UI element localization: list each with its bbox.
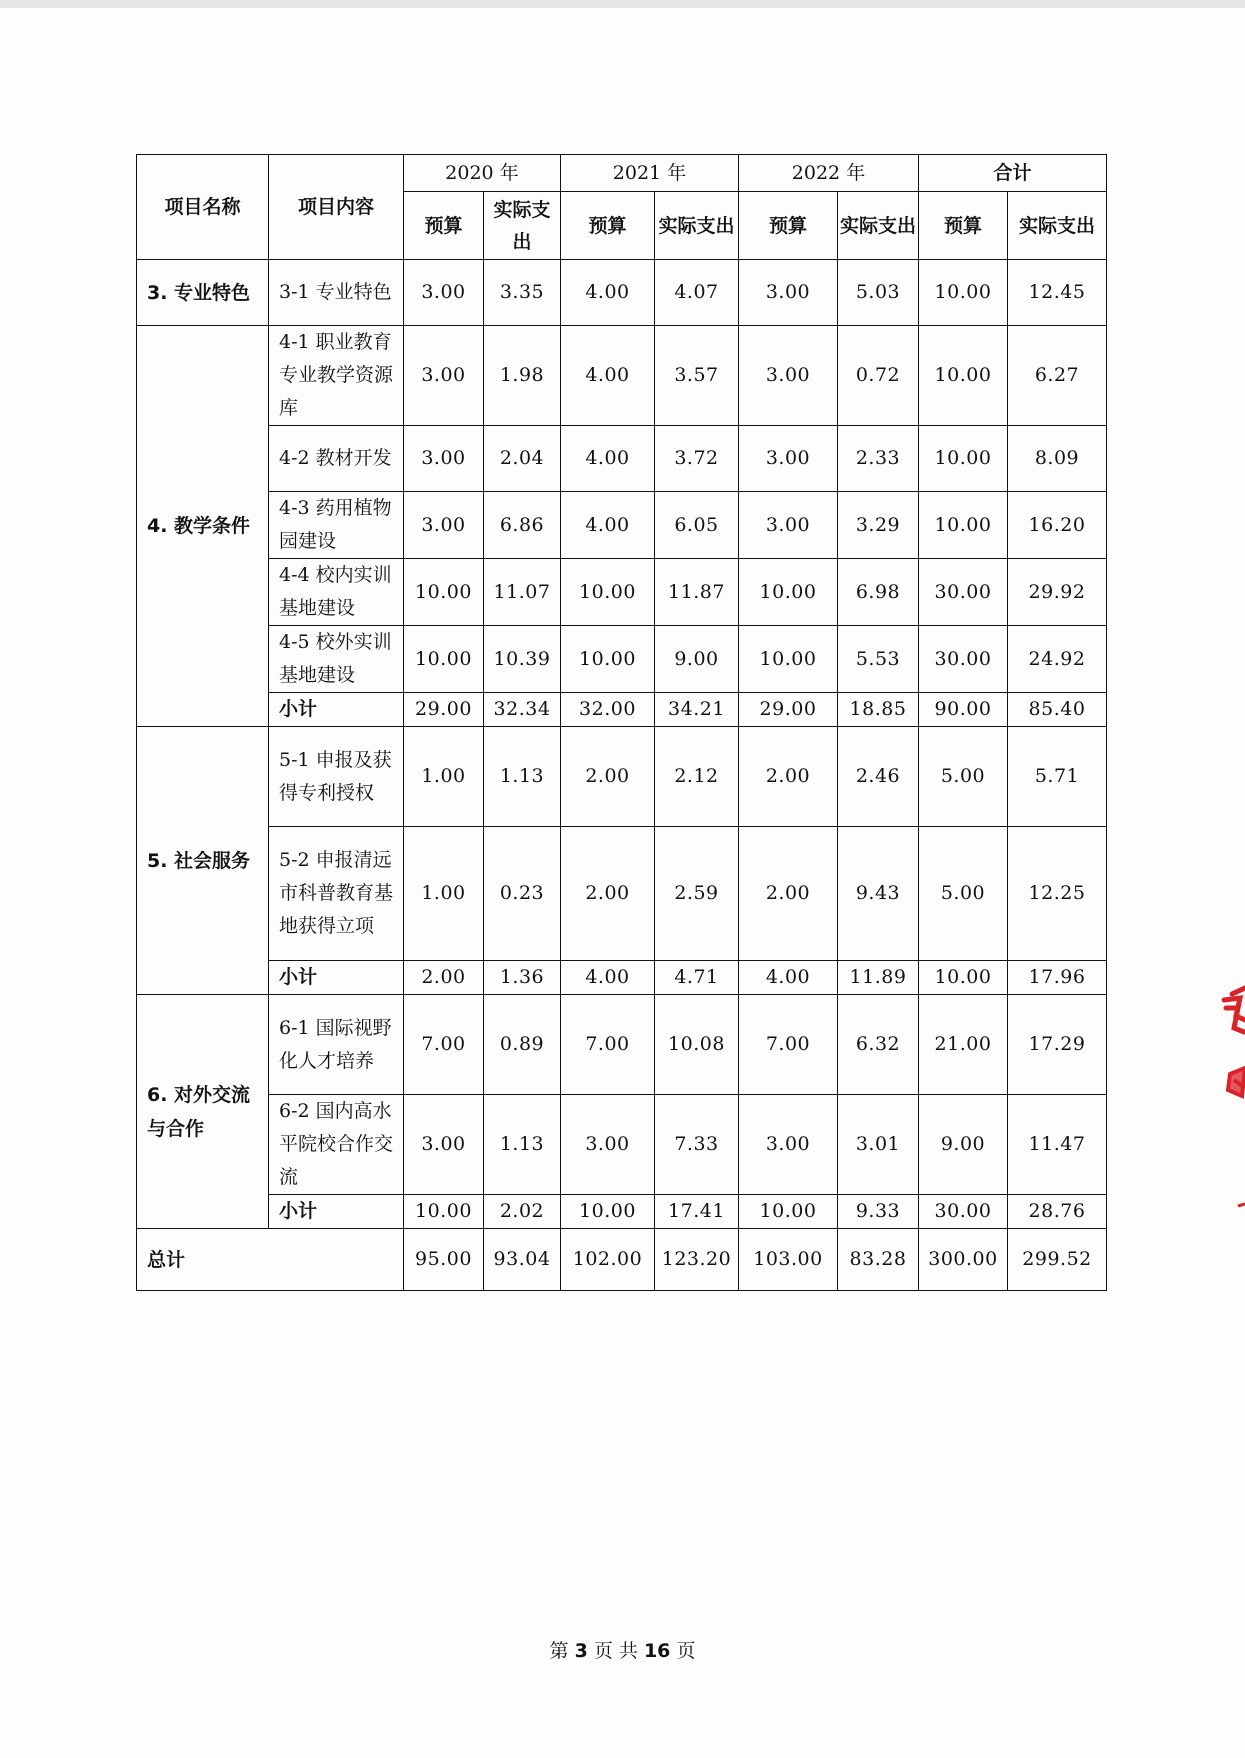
project-content-cell: 4-2 教材开发 [269,426,404,492]
table-row [137,326,1107,426]
table-row [137,492,1107,559]
project-name-cell: 3. 专业特色 [137,260,269,326]
actual-value-cell: 16.20 [1008,492,1107,559]
subtotal-row [137,693,1107,727]
actual-value-cell: 0.72 [838,326,919,426]
footer-total-pages: 16 [643,1640,671,1662]
budget-value-cell: 4.00 [561,260,655,326]
header-actual: 实际支出 [1008,192,1107,260]
project-content-cell: 4-5 校外实训基地建设 [269,626,404,693]
budget-value-cell: 10.00 [561,559,655,626]
grand-total-budget: 300.00 [919,1229,1008,1291]
actual-value-cell: 3.72 [655,426,739,492]
project-content-cell: 5-2 申报清远市科普教育基地获得立项 [269,827,404,961]
budget-value-cell: 10.00 [404,626,484,693]
actual-value-cell: 34.21 [655,693,739,727]
footer-mid: 页 共 [593,1640,638,1662]
actual-value-cell: 12.25 [1008,827,1107,961]
project-content-cell: 5-1 申报及获得专利授权 [269,727,404,827]
table-row [137,260,1107,326]
table-row [137,626,1107,693]
actual-value-cell: 9.00 [655,626,739,693]
actual-value-cell: 6.86 [484,492,561,559]
budget-value-cell: 3.00 [739,1095,838,1195]
budget-value-cell: 3.00 [739,326,838,426]
project-content-cell: 3-1 专业特色 [269,260,404,326]
budget-value-cell: 3.00 [404,260,484,326]
budget-value-cell: 7.00 [739,995,838,1095]
actual-value-cell: 11.87 [655,559,739,626]
header-project-content: 项目内容 [269,155,404,260]
grand-total-budget: 95.00 [404,1229,484,1291]
budget-value-cell: 30.00 [919,1195,1008,1229]
header-row-years [137,155,1107,192]
grand-total-row [137,1229,1107,1291]
actual-value-cell: 3.01 [838,1095,919,1195]
actual-value-cell: 2.04 [484,426,561,492]
budget-value-cell: 90.00 [919,693,1008,727]
actual-value-cell: 11.07 [484,559,561,626]
actual-value-cell: 17.29 [1008,995,1107,1095]
actual-value-cell: 3.35 [484,260,561,326]
actual-value-cell: 32.34 [484,693,561,727]
actual-value-cell: 17.96 [1008,961,1107,995]
subtotal-label: 小计 [269,693,404,727]
header-actual: 实际支出 [484,192,561,260]
budget-value-cell: 3.00 [561,1095,655,1195]
subtotal-row [137,1195,1107,1229]
header-year-2020: 2020 年 [404,155,561,192]
actual-value-cell: 29.92 [1008,559,1107,626]
grand-total-budget: 103.00 [739,1229,838,1291]
project-name-cell: 4. 教学条件 [137,326,269,727]
header-budget: 预算 [739,192,838,260]
budget-value-cell: 10.00 [919,260,1008,326]
budget-value-cell: 3.00 [404,426,484,492]
budget-value-cell: 7.00 [404,995,484,1095]
actual-value-cell: 9.33 [838,1195,919,1229]
grand-total-actual: 123.20 [655,1229,739,1291]
actual-value-cell: 11.47 [1008,1095,1107,1195]
actual-value-cell: 17.41 [655,1195,739,1229]
actual-value-cell: 0.23 [484,827,561,961]
budget-value-cell: 29.00 [739,693,838,727]
actual-value-cell: 5.53 [838,626,919,693]
budget-value-cell: 5.00 [919,827,1008,961]
budget-value-cell: 10.00 [739,1195,838,1229]
actual-value-cell: 6.98 [838,559,919,626]
budget-value-cell: 2.00 [739,827,838,961]
grand-total-label: 总计 [137,1229,404,1291]
actual-value-cell: 1.98 [484,326,561,426]
budget-value-cell: 10.00 [919,326,1008,426]
budget-value-cell: 3.00 [404,1095,484,1195]
project-content-cell: 4-4 校内实训基地建设 [269,559,404,626]
header-project-name: 项目名称 [137,155,269,260]
budget-value-cell: 32.00 [561,693,655,727]
budget-value-cell: 21.00 [919,995,1008,1095]
budget-value-cell: 1.00 [404,827,484,961]
budget-value-cell: 10.00 [561,626,655,693]
budget-value-cell: 2.00 [561,727,655,827]
footer-prefix: 第 [549,1640,569,1662]
actual-value-cell: 85.40 [1008,693,1107,727]
budget-value-cell: 1.00 [404,727,484,827]
header-year-2022: 2022 年 [739,155,919,192]
project-content-cell: 4-3 药用植物园建设 [269,492,404,559]
budget-value-cell: 4.00 [561,961,655,995]
budget-value-cell: 2.00 [404,961,484,995]
actual-value-cell: 9.43 [838,827,919,961]
budget-value-cell: 4.00 [561,326,655,426]
actual-value-cell: 3.57 [655,326,739,426]
scan-edge [0,0,1245,8]
actual-value-cell: 2.46 [838,727,919,827]
budget-value-cell: 2.00 [561,827,655,961]
actual-value-cell: 1.36 [484,961,561,995]
seal-stamp-icon [1218,978,1245,1240]
budget-value-cell: 3.00 [739,260,838,326]
header-budget: 预算 [561,192,655,260]
actual-value-cell: 12.45 [1008,260,1107,326]
budget-value-cell: 10.00 [919,492,1008,559]
budget-value-cell: 4.00 [561,492,655,559]
actual-value-cell: 6.32 [838,995,919,1095]
footer-page-number: 3 [574,1640,588,1662]
table-row [137,426,1107,492]
header-year-2021: 2021 年 [561,155,739,192]
grand-total-actual: 83.28 [838,1229,919,1291]
budget-value-cell: 10.00 [919,961,1008,995]
actual-value-cell: 7.33 [655,1095,739,1195]
actual-value-cell: 5.03 [838,260,919,326]
budget-value-cell: 5.00 [919,727,1008,827]
actual-value-cell: 28.76 [1008,1195,1107,1229]
budget-value-cell: 30.00 [919,626,1008,693]
actual-value-cell: 10.08 [655,995,739,1095]
header-actual: 实际支出 [838,192,919,260]
budget-value-cell: 10.00 [739,626,838,693]
budget-value-cell: 10.00 [404,1195,484,1229]
actual-value-cell: 11.89 [838,961,919,995]
actual-value-cell: 0.89 [484,995,561,1095]
grand-total-budget: 102.00 [561,1229,655,1291]
budget-value-cell: 4.00 [739,961,838,995]
grand-total-actual: 299.52 [1008,1229,1107,1291]
budget-value-cell: 30.00 [919,559,1008,626]
grand-total-actual: 93.04 [484,1229,561,1291]
actual-value-cell: 1.13 [484,1095,561,1195]
table-row [137,995,1107,1095]
actual-value-cell: 3.29 [838,492,919,559]
budget-value-cell: 10.00 [919,426,1008,492]
actual-value-cell: 24.92 [1008,626,1107,693]
actual-value-cell: 6.05 [655,492,739,559]
header-budget: 预算 [919,192,1008,260]
actual-value-cell: 6.27 [1008,326,1107,426]
page-footer [0,1636,1245,1663]
project-content-cell: 4-1 职业教育专业教学资源库 [269,326,404,426]
actual-value-cell: 18.85 [838,693,919,727]
actual-value-cell: 5.71 [1008,727,1107,827]
budget-value-cell: 2.00 [739,727,838,827]
budget-value-cell: 10.00 [561,1195,655,1229]
footer-suffix: 页 [676,1640,696,1662]
budget-value-cell: 3.00 [739,492,838,559]
budget-value-cell: 7.00 [561,995,655,1095]
actual-value-cell: 4.71 [655,961,739,995]
table-row [137,1095,1107,1195]
subtotal-row [137,961,1107,995]
actual-value-cell: 2.59 [655,827,739,961]
subtotal-label: 小计 [269,1195,404,1229]
table-row [137,827,1107,961]
table-row [137,727,1107,827]
budget-value-cell: 29.00 [404,693,484,727]
header-total: 合计 [919,155,1107,192]
actual-value-cell: 4.07 [655,260,739,326]
subtotal-label: 小计 [269,961,404,995]
budget-value-cell: 10.00 [404,559,484,626]
budget-value-cell: 3.00 [404,326,484,426]
project-content-cell: 6-1 国际视野化人才培养 [269,995,404,1095]
project-name-cell: 6. 对外交流与合作 [137,995,269,1229]
budget-value-cell: 9.00 [919,1095,1008,1195]
project-name-cell: 5. 社会服务 [137,727,269,995]
table-body [137,260,1107,1291]
budget-value-cell: 10.00 [739,559,838,626]
table-row [137,559,1107,626]
project-content-cell: 6-2 国内高水平院校合作交流 [269,1095,404,1195]
actual-value-cell: 2.12 [655,727,739,827]
actual-value-cell: 2.33 [838,426,919,492]
header-actual: 实际支出 [655,192,739,260]
actual-value-cell: 10.39 [484,626,561,693]
actual-value-cell: 2.02 [484,1195,561,1229]
budget-value-cell: 3.00 [739,426,838,492]
budget-value-cell: 3.00 [404,492,484,559]
budget-table [136,154,1107,1291]
budget-value-cell: 4.00 [561,426,655,492]
actual-value-cell: 1.13 [484,727,561,827]
header-budget: 预算 [404,192,484,260]
actual-value-cell: 8.09 [1008,426,1107,492]
